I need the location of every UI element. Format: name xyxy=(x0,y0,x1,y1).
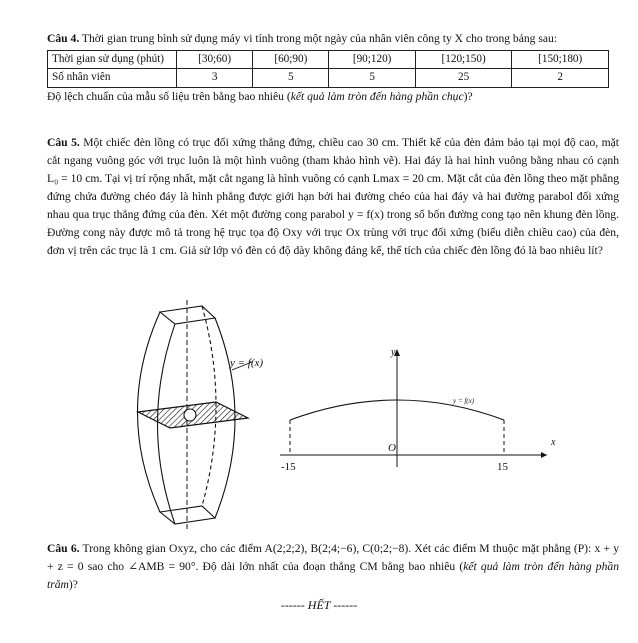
q4-note: kết quả làm tròn đến hàng phần chục xyxy=(290,89,464,103)
y-axis-label: y xyxy=(391,347,396,358)
table-cell: [60;90) xyxy=(253,50,329,68)
table-cell: [120;150) xyxy=(415,50,512,68)
x-axis-arrow xyxy=(541,452,547,458)
curve-label: y = f(x) xyxy=(230,357,264,369)
table-cell: [90;120) xyxy=(329,50,415,68)
q5-label: Câu 5. xyxy=(47,136,80,149)
left-tick-label: -15 xyxy=(281,461,296,473)
q4-question: Độ lệch chuẩn của mẫu số liệu trên bằng bao nhiêu (kết quả làm tròn đến hàng phần chục)? xyxy=(47,89,473,103)
q5-text: Một chiếc đèn lồng có trục đối xứng thẳng đứng, chiều cao 30 cm. Thiết kế của đèn đảm bảo tại mọi độ cao, mặt cắt ngang vuông góc với trục luôn là một hình vuông (tham khảo hình vẽ). Hai đáy là hai hình vuông bằng nhau có cạnh L₀ = 10 cm. Tại vị trí rộng nhất, mặt cắt ngang là hình vuông có cạnh Lmax = 20 cm. Mặt cắt của đèn lồng theo mặt phẳng đứng chứa đường chéo đáy là hình phẳng được giới hạn bởi hai đường chéo của hai đáy và hai đường parabol đối xứng nhau qua trục thẳng đứng của đèn. Xét một đường cong parabol y = f(x) trong số bốn đường cong tạo nên khung đèn lồng. Đường cong này được mô tả trong hệ trục tọa độ Oxy với trục Ox trùng với trục đối xứng (biểu diễn chiều cao) của đèn, đơn vị trên các trục là 1 cm. Giả sử lớp vỏ đèn có độ dày không đáng kể, thể tích của chiếc đèn lồng đó là bao nhiêu lít? xyxy=(47,136,619,257)
q6-text: Trong không gian Oxyz, cho các điểm A(2;2;2), B(2;4;−6), C(0;2;−8). Xét các điểm M thuộc mặt phẳng (P): x + y + z = 0 sao cho ∠AMB = 90°. Độ dài lớn nhất của đoạn thẳng CM bằng bao nhiêu ( xyxy=(47,542,619,573)
parabola-graph xyxy=(275,345,565,475)
table-cell: [150;180) xyxy=(512,50,609,68)
table-header-count: Số nhân viên xyxy=(48,69,177,87)
center-point xyxy=(184,409,196,421)
q4-prompt xyxy=(47,30,619,48)
q4-text: Thời gian trung bình sử dụng máy vi tính trong một ngày của nhân viên công ty X cho trong bảng sau: xyxy=(81,32,558,45)
q6-prompt: Câu 6. Trong không gian Oxyz, cho các điểm A(2;2;2), B(2;4;−6), C(0;2;−8). Xét các điểm M thuộc mặt phẳng (P): x + y + z = 0 sao cho ∠AMB = 90°. Độ dài lớn nhất của đoạn thẳng CM bằng bao nhiêu (kết quả làm tròn đến hàng phần trăm)? xyxy=(47,542,619,591)
question-4 xyxy=(47,30,619,106)
question-6 xyxy=(47,540,619,594)
q6-label: Câu 6. xyxy=(47,542,80,555)
q5-prompt xyxy=(47,134,619,260)
table-cell: 3 xyxy=(177,69,253,87)
table-cell: 5 xyxy=(253,69,329,87)
x-axis-label: x xyxy=(551,437,556,448)
frequency-table xyxy=(47,50,609,88)
table-cell: 25 xyxy=(415,69,512,87)
origin-label: O xyxy=(388,442,396,454)
table-row xyxy=(48,50,609,68)
q4-label: Câu 4. xyxy=(47,32,80,45)
curve-label: y = f(x) xyxy=(453,397,475,405)
right-tick-label: 15 xyxy=(497,461,508,473)
table-cell: 2 xyxy=(512,69,609,87)
q6-note: kết quả làm tròn đến hàng phần trăm xyxy=(47,559,619,591)
end-marker: ------ HẾT ------ xyxy=(280,598,358,612)
table-cell: [30;60) xyxy=(177,50,253,68)
table-row xyxy=(48,69,609,87)
question-5 xyxy=(47,134,619,260)
table-cell: 5 xyxy=(329,69,415,87)
lantern-figure xyxy=(120,300,290,535)
table-header-time: Thời gian sử dụng (phút) xyxy=(48,50,177,68)
